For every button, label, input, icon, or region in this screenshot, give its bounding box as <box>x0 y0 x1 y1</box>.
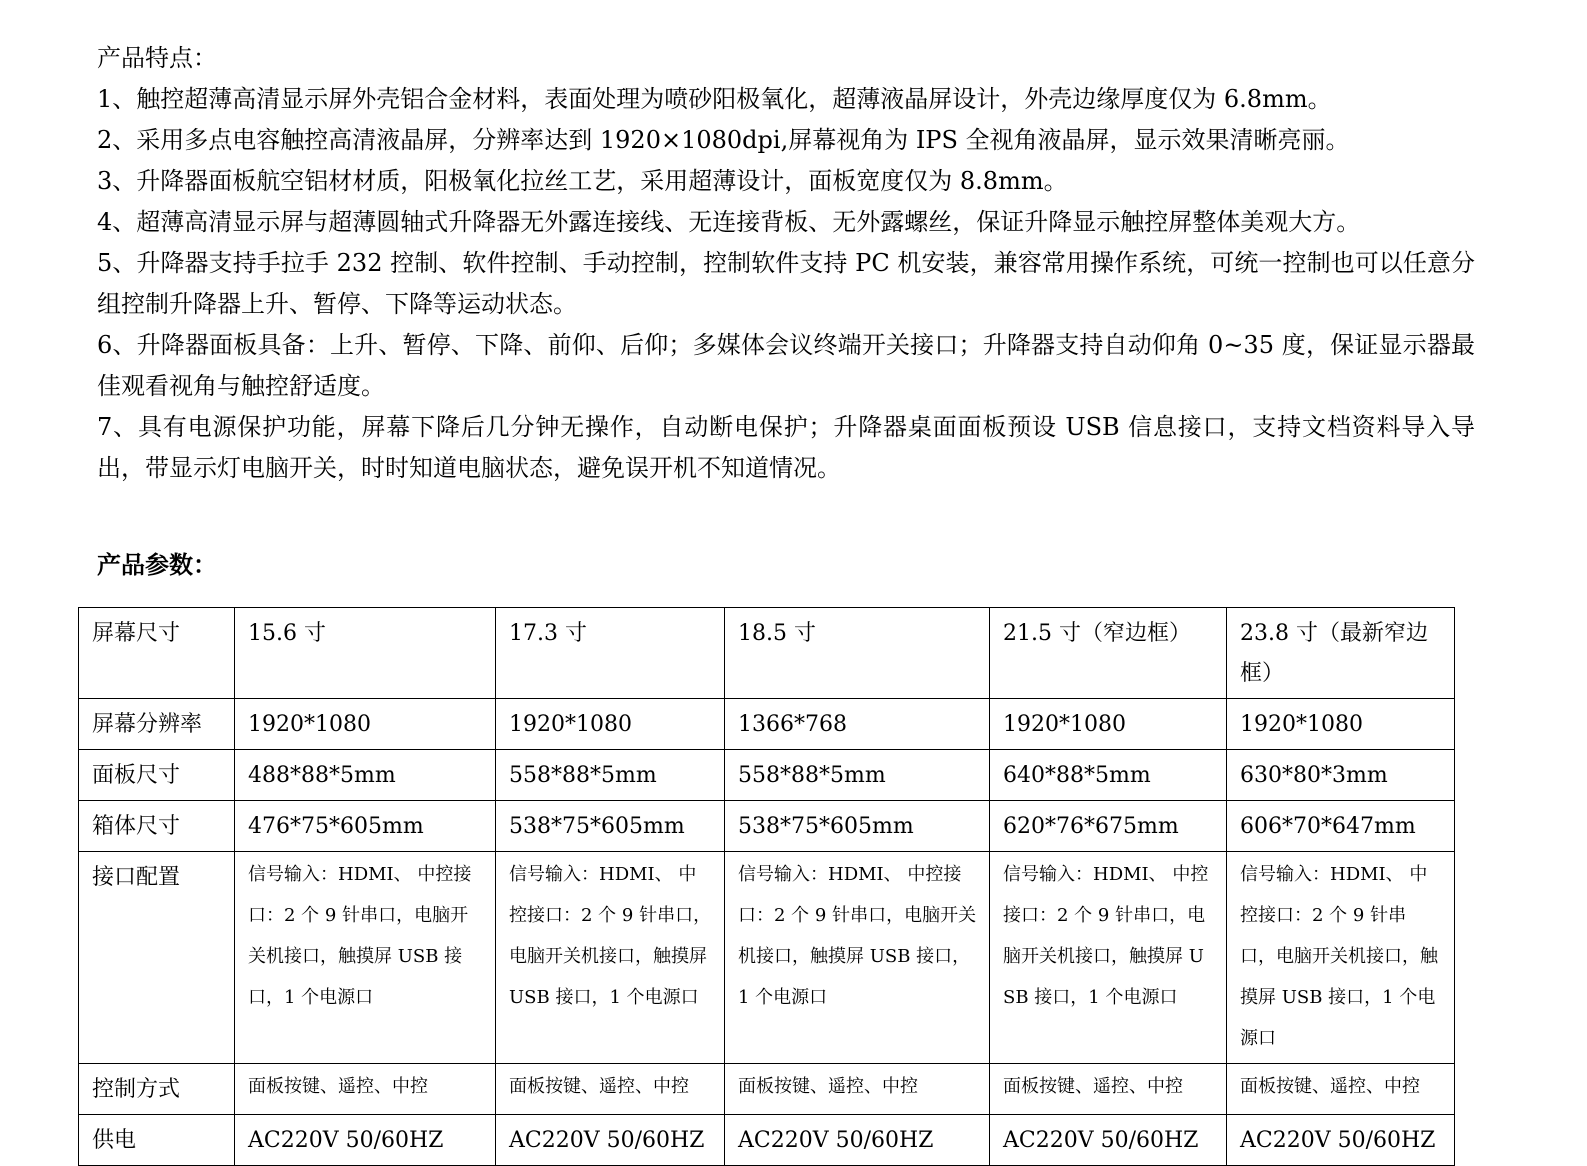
feature-item-6: 6、升降器面板具备：上升、暂停、下降、前仰、后仰；多媒体会议终端开关接口；升降器支持自动仰角 0~35 度，保证显示器最佳观看视角与触控舒适度。 <box>97 331 1475 400</box>
features-heading: 产品特点： <box>97 44 217 72</box>
table-cell: AC220V 50/60HZ <box>725 1115 990 1166</box>
table-cell: 606*70*647mm <box>1227 801 1455 852</box>
feature-item-2: 2、采用多点电容触控高清液晶屏，分辨率达到 1920×1080dpi,屏幕视角为 IPS 全视角液晶屏，显示效果清晰亮丽。 <box>97 126 1350 154</box>
row-label: 控制方式 <box>79 1064 235 1115</box>
table-cell: 558*88*5mm <box>496 750 725 801</box>
table-cell: 1920*1080 <box>235 699 496 750</box>
table-cell: 信号输入：HDMI、 中控接口：2 个 9 针串口，电脑开关机接口，触摸屏 USB 接口，1 个电源口 <box>235 852 496 1064</box>
spec-table <box>78 607 1455 1166</box>
table-cell: 面板按键、遥控、中控 <box>235 1064 496 1115</box>
table-cell: AC220V 50/60HZ <box>990 1115 1227 1166</box>
table-cell: 558*88*5mm <box>725 750 990 801</box>
table-cell: 1920*1080 <box>496 699 725 750</box>
table-cell: 620*76*675mm <box>990 801 1227 852</box>
feature-item-1: 1、触控超薄高清显示屏外壳铝合金材料，表面处理为喷砂阳极氧化，超薄液晶屏设计，外壳边缘厚度仅为 6.8mm。 <box>97 85 1332 113</box>
table-cell: 面板按键、遥控、中控 <box>990 1064 1227 1115</box>
table-cell: 17.3 寸 <box>496 608 725 699</box>
feature-item-3: 3、升降器面板航空铝材材质，阳极氧化拉丝工艺，采用超薄设计，面板宽度仅为 8.8mm。 <box>97 167 1068 195</box>
table-cell: 630*80*3mm <box>1227 750 1455 801</box>
table-cell: 信号输入：HDMI、 中控接口：2 个 9 针串口，电脑开关机接口，触摸屏 USB 接口，1 个电源口 <box>990 852 1227 1064</box>
table-cell: 面板按键、遥控、中控 <box>725 1064 990 1115</box>
table-row-interfaces <box>79 852 1455 1064</box>
params-heading: 产品参数： <box>97 550 217 579</box>
table-row-power <box>79 1115 1455 1166</box>
table-cell: 信号输入：HDMI、 中控接口：2 个 9 针串口，电脑开关机接口，触摸屏 USB 接口，1 个电源口 <box>496 852 725 1064</box>
table-cell: 23.8 寸（最新窄边框） <box>1227 608 1455 699</box>
table-cell: AC220V 50/60HZ <box>235 1115 496 1166</box>
table-cell: AC220V 50/60HZ <box>1227 1115 1455 1166</box>
table-row-screen-size <box>79 608 1455 699</box>
feature-item-5: 5、升降器支持手拉手 232 控制、软件控制、手动控制，控制软件支持 PC 机安装，兼容常用操作系统，可统一控制也可以任意分组控制升降器上升、暂停、下降等运动状态。 <box>97 249 1475 318</box>
table-cell: 1920*1080 <box>990 699 1227 750</box>
table-cell: 21.5 寸（窄边框） <box>990 608 1227 699</box>
table-row-cabinet-size <box>79 801 1455 852</box>
table-cell: 面板按键、遥控、中控 <box>496 1064 725 1115</box>
table-cell: 信号输入：HDMI、 中控接口：2 个 9 针串口，电脑开关机接口，触摸屏 USB 接口，1 个电源口 <box>1227 852 1455 1064</box>
table-cell: 1366*768 <box>725 699 990 750</box>
table-cell: 488*88*5mm <box>235 750 496 801</box>
table-cell: 538*75*605mm <box>725 801 990 852</box>
table-cell: 538*75*605mm <box>496 801 725 852</box>
feature-item-7: 7、具有电源保护功能，屏幕下降后几分钟无操作，自动断电保护；升降器桌面面板预设 USB 信息接口，支持文档资料导入导出，带显示灯电脑开关，时时知道电脑状态，避免误开机不知道情况。 <box>97 413 1475 482</box>
features-section <box>97 38 1497 489</box>
table-cell: 信号输入：HDMI、 中控接口：2 个 9 针串口，电脑开关机接口，触摸屏 USB 接口，1 个电源口 <box>725 852 990 1064</box>
table-cell: 15.6 寸 <box>235 608 496 699</box>
table-cell: AC220V 50/60HZ <box>496 1115 725 1166</box>
table-row-control <box>79 1064 1455 1115</box>
table-row-panel-size <box>79 750 1455 801</box>
table-cell: 1920*1080 <box>1227 699 1455 750</box>
feature-item-4: 4、超薄高清显示屏与超薄圆轴式升降器无外露连接线、无连接背板、无外露螺丝，保证升降显示触控屏整体美观大方。 <box>97 208 1361 236</box>
row-label: 接口配置 <box>79 852 235 1064</box>
row-label: 面板尺寸 <box>79 750 235 801</box>
table-cell: 640*88*5mm <box>990 750 1227 801</box>
row-label: 屏幕尺寸 <box>79 608 235 699</box>
table-cell: 18.5 寸 <box>725 608 990 699</box>
table-row-resolution <box>79 699 1455 750</box>
row-label: 供电 <box>79 1115 235 1166</box>
table-cell: 面板按键、遥控、中控 <box>1227 1064 1455 1115</box>
row-label: 屏幕分辨率 <box>79 699 235 750</box>
table-cell: 476*75*605mm <box>235 801 496 852</box>
row-label: 箱体尺寸 <box>79 801 235 852</box>
